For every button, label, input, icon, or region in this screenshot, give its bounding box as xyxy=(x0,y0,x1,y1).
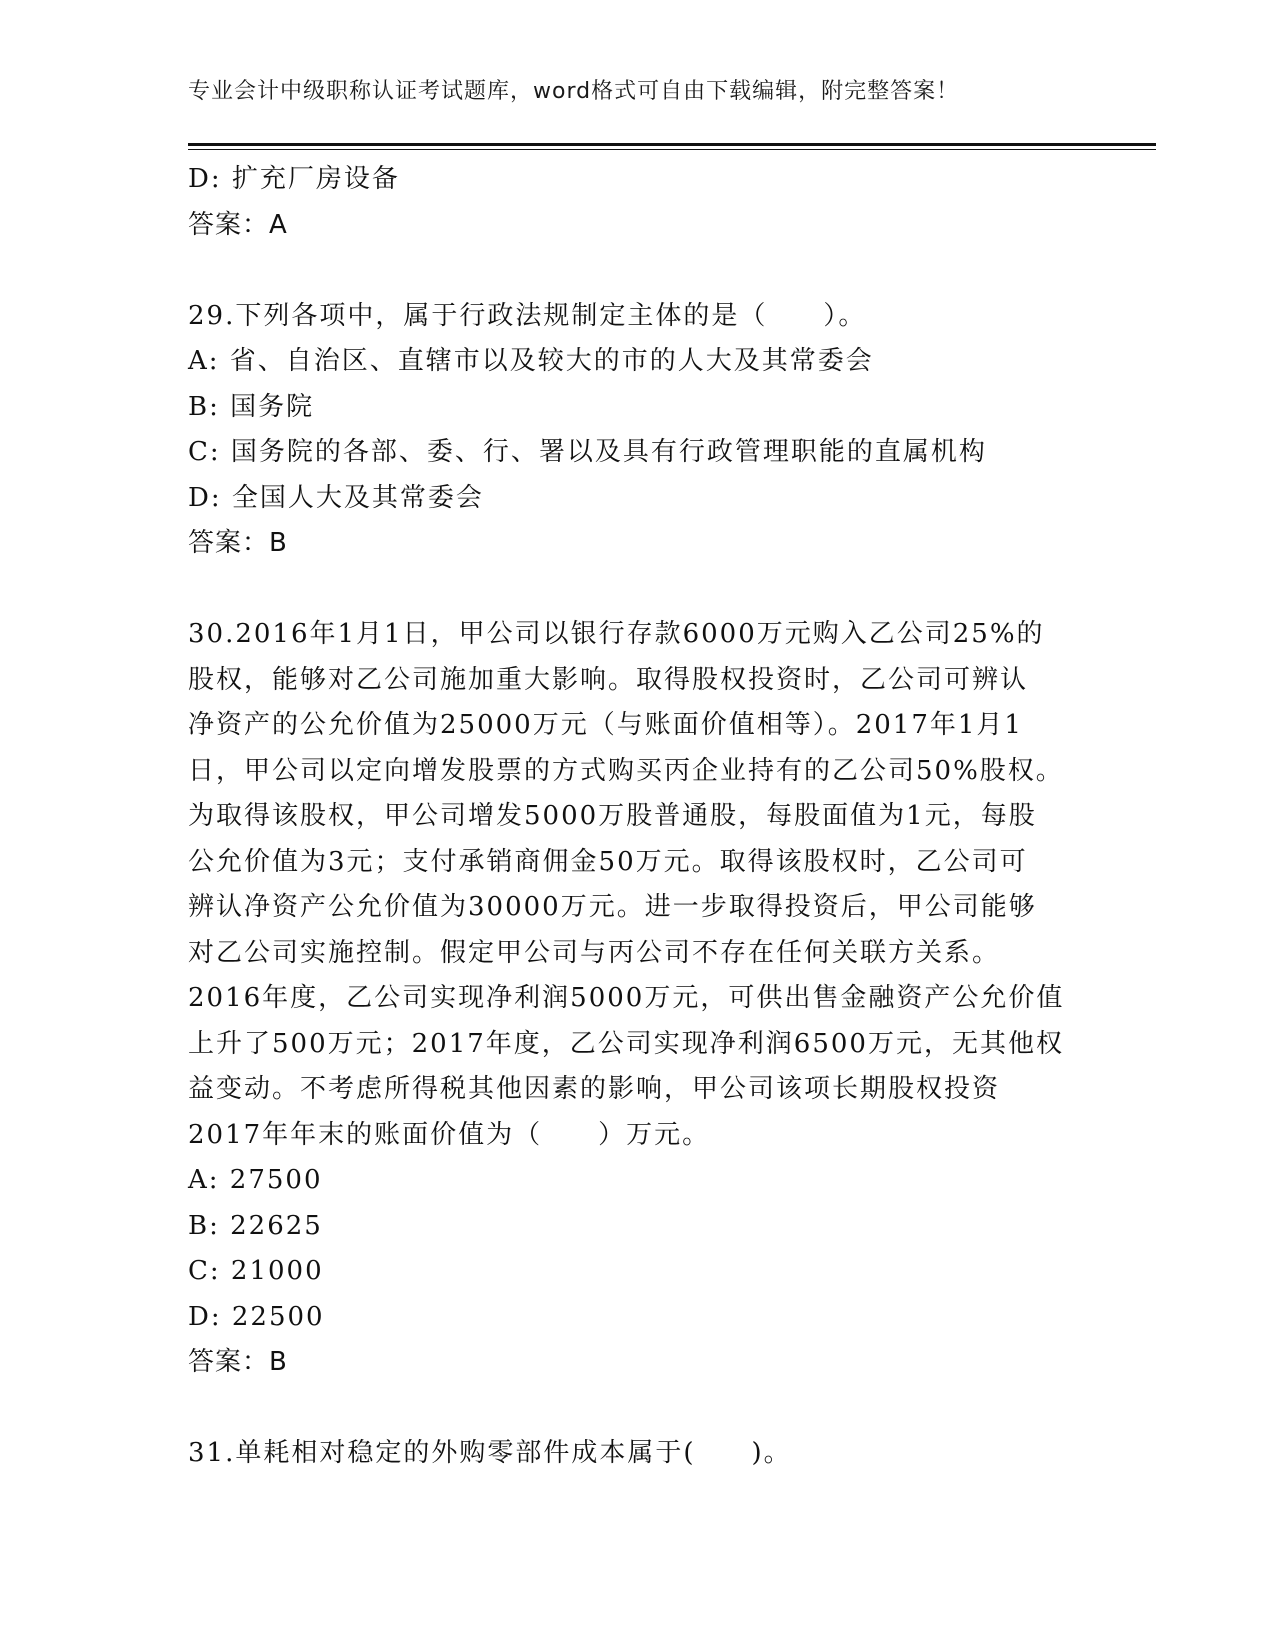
q29-option-c: C: 国务院的各部、委、行、署以及具有行政管理职能的直属机构 xyxy=(188,437,987,467)
q30-stem-line: 对乙公司实施控制。假定甲公司与丙公司不存在任何关联方关系。 xyxy=(188,937,1001,968)
q30-option-b: B: 22625 xyxy=(188,1210,323,1241)
q30-stem-line: 为取得该股权，甲公司增发5000万股普通股，每股面值为1元，每股 xyxy=(188,801,1037,831)
q30-answer: 答案：B xyxy=(188,1347,288,1377)
spacer xyxy=(188,567,1088,613)
q29-option-a: A: 省、自治区、直辖市以及较大的市的人大及其常委会 xyxy=(188,346,874,376)
q30-stem-line: 日，甲公司以定向增发股票的方式购买丙企业持有的乙公司50%股权。 xyxy=(188,755,1064,786)
q30-option-a: A: 27500 xyxy=(188,1165,323,1195)
q29-stem: 29.下列各项中，属于行政法规制定主体的是（ ）。 xyxy=(188,300,867,331)
q30-stem-line: 股权，能够对乙公司施加重大影响。取得股权投资时，乙公司可辨认 xyxy=(188,664,1029,695)
document-body xyxy=(188,157,1088,1477)
q29-answer: 答案：B xyxy=(188,528,288,558)
header-rule-thick xyxy=(188,143,1156,146)
page-header: 专业会计中级职称认证考试题库，word格式可自由下载编辑，附完整答案！ xyxy=(188,79,960,104)
q29-option-b: B: 国务院 xyxy=(188,391,315,422)
q30-stem-line: 辨认净资产公允价值为30000万元。进一步取得投资后，甲公司能够 xyxy=(188,892,1037,922)
q30-stem-line: 30.2016年1月1日，甲公司以银行存款6000万元购入乙公司25%的 xyxy=(188,619,1045,649)
spacer xyxy=(188,248,1088,294)
q31-stem: 31.单耗相对稳定的外购零部件成本属于( )。 xyxy=(188,1438,792,1468)
q30-option-c: C: 21000 xyxy=(188,1256,324,1286)
q30-stem xyxy=(188,612,1088,1158)
spacer xyxy=(188,1386,1088,1432)
q30-stem-line: 2017年年末的账面价值为（ ）万元。 xyxy=(188,1119,711,1150)
q28-answer: 答案：A xyxy=(188,209,288,240)
q28-option-d: D: 扩充厂房设备 xyxy=(188,164,400,194)
q30-stem-line: 公允价值为3元；支付承销商佣金50万元。取得该股权时，乙公司可 xyxy=(188,846,1028,877)
q30-stem-line: 2016年度，乙公司实现净利润5000万元，可供出售金融资产公允价值 xyxy=(188,983,1065,1013)
q30-option-d: D: 22500 xyxy=(188,1301,325,1332)
q30-stem-line: 上升了500万元；2017年度，乙公司实现净利润6500万元，无其他权 xyxy=(188,1028,1064,1059)
q30-stem-line: 益变动。不考虑所得税其他因素的影响，甲公司该项长期股权投资 xyxy=(188,1074,1001,1104)
header-rule-thin xyxy=(188,149,1156,150)
q29-option-d: D: 全国人大及其常委会 xyxy=(188,482,484,513)
q30-stem-line: 净资产的公允价值为25000万元（与账面价值相等）。2017年1月1 xyxy=(188,710,1023,740)
